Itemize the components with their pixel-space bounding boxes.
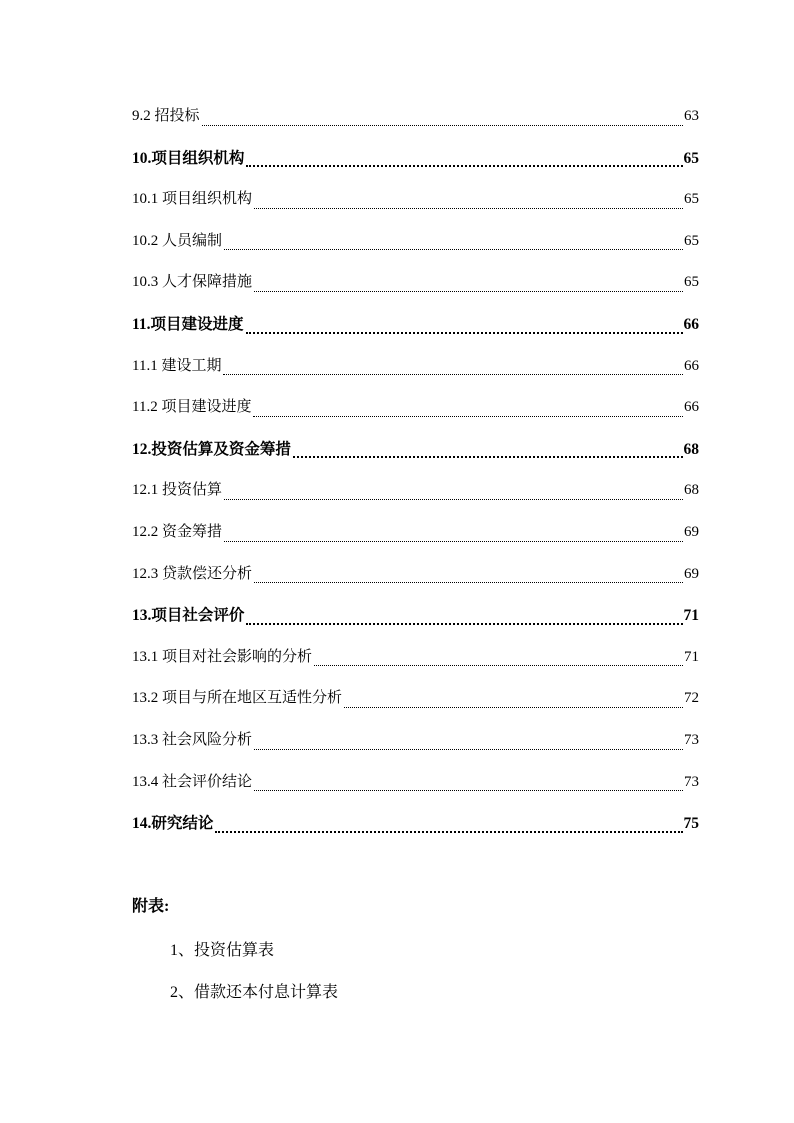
toc-entry[interactable] bbox=[132, 762, 699, 804]
toc-entry-label: 13.1 项目对社会影响的分析 bbox=[132, 648, 313, 665]
toc-entry-label: 11.项目建设进度 bbox=[132, 315, 244, 333]
toc-entry-label: 12.投资估算及资金筹措 bbox=[132, 440, 291, 458]
toc-entry[interactable] bbox=[132, 346, 699, 388]
toc-entry-label: 13.2 项目与所在地区互适性分析 bbox=[132, 690, 343, 707]
toc-entry[interactable] bbox=[132, 138, 699, 180]
toc-dot-leader bbox=[224, 498, 683, 500]
table-of-contents bbox=[132, 96, 699, 845]
toc-dot-leader bbox=[215, 830, 682, 833]
toc-entry-page-number: 73 bbox=[684, 773, 699, 790]
toc-entry-label: 11.2 项目建设进度 bbox=[132, 399, 252, 416]
toc-entry-label: 13.项目社会评价 bbox=[132, 607, 245, 625]
toc-dot-leader bbox=[254, 207, 683, 209]
appendix-title: 附表: bbox=[132, 898, 170, 915]
toc-entry[interactable] bbox=[132, 304, 699, 346]
toc-entry[interactable] bbox=[132, 429, 699, 471]
toc-entry-label: 10.项目组织机构 bbox=[132, 149, 245, 167]
appendix-item-1: 1、投资估算表 bbox=[170, 942, 275, 959]
toc-entry-page-number: 69 bbox=[684, 565, 699, 582]
toc-entry[interactable] bbox=[132, 512, 699, 554]
toc-entry[interactable] bbox=[132, 470, 699, 512]
toc-entry-label: 12.1 投资估算 bbox=[132, 482, 223, 499]
toc-entry-page-number: 66 bbox=[684, 357, 699, 374]
toc-entry[interactable] bbox=[132, 221, 699, 263]
toc-entry-label: 14.研究结论 bbox=[132, 815, 214, 833]
toc-entry-page-number: 69 bbox=[684, 523, 699, 540]
toc-dot-leader bbox=[223, 373, 683, 375]
toc-entry-label: 13.3 社会风险分析 bbox=[132, 731, 253, 748]
toc-dot-leader bbox=[254, 748, 683, 750]
toc-entry[interactable] bbox=[132, 803, 699, 845]
toc-entry-page-number: 73 bbox=[684, 731, 699, 748]
toc-dot-leader bbox=[293, 455, 683, 458]
toc-entry-label: 12.3 贷款偿还分析 bbox=[132, 565, 253, 582]
toc-dot-leader bbox=[224, 248, 683, 250]
toc-dot-leader bbox=[224, 540, 683, 542]
toc-entry-page-number: 66 bbox=[683, 315, 699, 333]
toc-dot-leader bbox=[246, 331, 683, 334]
toc-entry[interactable] bbox=[132, 179, 699, 221]
toc-entry-page-number: 65 bbox=[684, 191, 699, 208]
toc-entry-page-number: 65 bbox=[683, 149, 699, 167]
toc-dot-leader bbox=[254, 290, 683, 292]
toc-dot-leader bbox=[254, 789, 683, 791]
toc-dot-leader bbox=[314, 664, 683, 666]
toc-entry-label: 10.2 人员编制 bbox=[132, 232, 223, 249]
toc-dot-leader bbox=[254, 581, 683, 583]
toc-entry-label: 10.1 项目组织机构 bbox=[132, 191, 253, 208]
toc-entry-page-number: 68 bbox=[684, 482, 699, 499]
toc-entry[interactable] bbox=[132, 387, 699, 429]
toc-entry-page-number: 75 bbox=[683, 815, 699, 833]
toc-entry-page-number: 63 bbox=[684, 108, 699, 124]
toc-dot-leader bbox=[246, 622, 682, 625]
toc-entry-page-number: 72 bbox=[684, 690, 699, 707]
toc-entry-page-number: 65 bbox=[684, 232, 699, 249]
toc-dot-leader bbox=[253, 415, 683, 417]
appendix-item-2: 2、借款还本付息计算表 bbox=[170, 984, 339, 1001]
toc-entry-label: 11.1 建设工期 bbox=[132, 357, 222, 374]
toc-dot-leader bbox=[344, 706, 683, 708]
toc-entry-label: 9.2 招投标 bbox=[132, 108, 200, 124]
toc-entry[interactable] bbox=[132, 96, 699, 138]
toc-entry-label: 13.4 社会评价结论 bbox=[132, 773, 253, 790]
toc-entry[interactable] bbox=[132, 554, 699, 596]
toc-entry-page-number: 71 bbox=[684, 648, 699, 665]
toc-entry-page-number: 68 bbox=[683, 440, 699, 458]
toc-entry[interactable] bbox=[132, 595, 699, 637]
toc-entry-label: 12.2 资金筹措 bbox=[132, 523, 223, 540]
toc-entry-page-number: 71 bbox=[683, 607, 699, 625]
toc-dot-leader bbox=[202, 124, 683, 126]
toc-dot-leader bbox=[246, 164, 682, 167]
toc-entry-page-number: 65 bbox=[684, 274, 699, 291]
toc-entry[interactable] bbox=[132, 637, 699, 679]
toc-entry-page-number: 66 bbox=[684, 399, 699, 416]
toc-entry-label: 10.3 人才保障措施 bbox=[132, 274, 253, 291]
toc-entry[interactable] bbox=[132, 720, 699, 762]
toc-entry[interactable] bbox=[132, 678, 699, 720]
toc-entry[interactable] bbox=[132, 262, 699, 304]
